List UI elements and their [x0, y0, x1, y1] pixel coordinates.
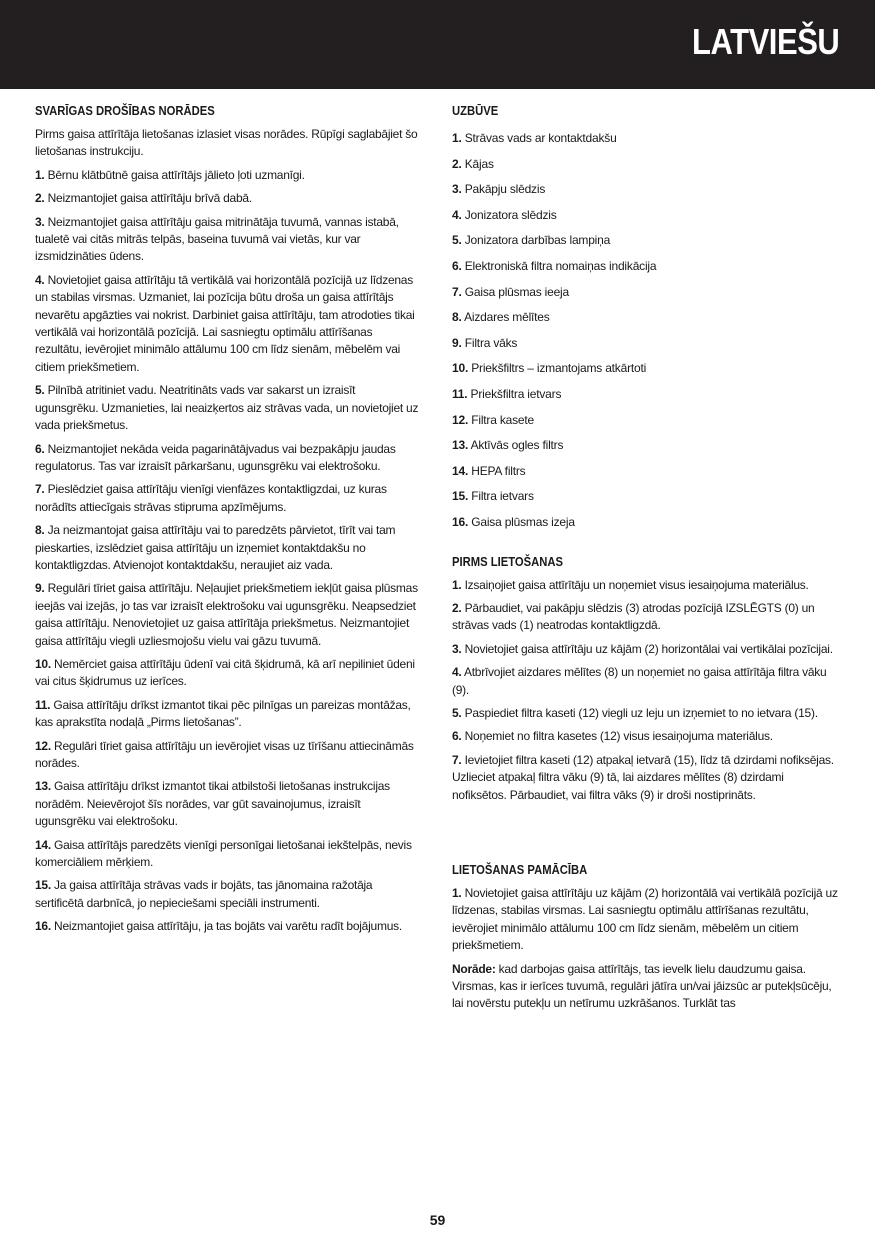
item-number: 5. — [452, 705, 462, 720]
before-use-item — [452, 577, 840, 594]
item-number: 3. — [452, 182, 462, 197]
item-number: 16. — [452, 514, 469, 529]
before-use-item — [452, 728, 840, 745]
item-number: 7. — [452, 284, 462, 299]
structure-item — [452, 408, 840, 434]
item-text: Neizmantojiet gaisa attīrītāju brīvā dabā. — [44, 191, 252, 206]
usage-note — [452, 961, 840, 1013]
item-text: Gaisa attīrītāju drīkst izmantot tikai pēc pilnīgas un pareizas montāžas, kas aprakstīta nodaļā „Pirms lietošanas”. — [35, 697, 411, 730]
item-number: 2. — [452, 600, 462, 615]
item-number: 10. — [452, 361, 469, 376]
item-text: Paspiediet filtra kaseti (12) viegli uz leju un izņemiet to no ietvara (15). — [461, 705, 818, 720]
page-header — [0, 0, 875, 89]
item-text: Neizmantojiet gaisa attīrītāju gaisa mitrinātāja tuvumā, vannas istabā, tualetē vai citās mitrās telpās, baseina tuvumā vai vietās, kur var izsmidzināties ūdens. — [35, 214, 399, 264]
structure-item — [452, 228, 840, 254]
safety-item — [35, 190, 419, 207]
safety-item — [35, 877, 419, 912]
item-text: Nemērciet gaisa attīrītāju ūdenī vai citā šķidrumā, kā arī nepiliniet ūdeni vai citus šķidrumus uz ierīces. — [35, 656, 415, 689]
item-number: 9. — [35, 581, 45, 596]
item-number: 5. — [35, 383, 45, 398]
structure-item — [452, 126, 840, 152]
item-text: Regulāri tīriet gaisa attīrītāju un ievērojiet visas uz tīrīšanu attiecināmās norādes. — [35, 738, 414, 770]
item-number: 15. — [35, 878, 51, 893]
item-text: Filtra kasete — [468, 412, 534, 427]
safety-list — [35, 167, 419, 936]
note-text: kad darbojas gaisa attīrītājs, tas ievelk lielu daudzumu gaisa. Virsmas, kas ir ierīces tuvumā, regulāri jātīra un/vai jāizsūc ar putekļsūcēju, lai novērstu putekļu un netīrumu uzkrāšanos. Turklāt tas — [452, 961, 832, 1011]
item-number: 16. — [35, 919, 51, 934]
item-number: 9. — [452, 335, 462, 350]
safety-section-title: SVARĪGAS DROŠĪBAS NORĀDES — [35, 104, 215, 118]
item-text: Gaisa plūsmas izeja — [468, 514, 575, 529]
safety-item — [35, 441, 419, 476]
section-spacer — [452, 810, 840, 862]
structure-list — [452, 126, 840, 536]
safety-item — [35, 382, 419, 434]
item-number: 1. — [452, 885, 462, 900]
item-number: 14. — [452, 463, 469, 478]
item-text: Gaisa attīrītāju drīkst izmantot tikai atbilstoši lietošanas instrukcijas norādēm. Neievērojot šīs norādes, var gūt savainojumus, izraisīt ugunsgrēku vai elektrošoku. — [35, 779, 390, 829]
item-text: Izsaiņojiet gaisa attīrītāju un noņemiet visus iesaiņojuma materiālus. — [461, 577, 809, 592]
note-label: Norāde: — [452, 961, 496, 976]
safety-item — [35, 697, 419, 732]
item-number: 13. — [35, 779, 51, 794]
item-number: 4. — [35, 272, 45, 287]
item-number: 10. — [35, 656, 51, 671]
before-use-item — [452, 664, 840, 699]
before-use-section-title: PIRMS LIETOŠANAS — [452, 554, 564, 569]
item-number: 6. — [452, 729, 462, 744]
structure-item — [452, 433, 840, 459]
safety-intro: Pirms gaisa attīrītāja lietošanas izlasiet visas norādes. Rūpīgi saglabājiet šo lietošanas instrukciju. — [35, 127, 418, 159]
section-spacer — [452, 536, 840, 554]
safety-item — [35, 481, 419, 516]
item-text: Regulāri tīriet gaisa attīrītāju. Neļaujiet priekšmetiem iekļūt gaisa plūsmas ieejās vai izejās, jo tas var izraisīt elektrošoku vai ugunsgrēku. Neapsedziet gaisa attīrītāju. Nenovietojiet uz gaisa attīrītāja priekšmetus. Neizmantojiet gaisa attīrītāju viegli uzliesmojošu vielu vai gāzu tuvumā. — [35, 581, 418, 648]
item-number: 6. — [35, 441, 45, 456]
item-number: 8. — [35, 523, 45, 538]
item-number: 2. — [452, 156, 462, 171]
item-number: 8. — [452, 310, 462, 325]
item-text: Ja neizmantojat gaisa attīrītāju vai to paredzēts pārvietot, tīrīt vai tam pieskarties, izslēdziet gaisa attīrītāju un izņemiet kontaktdakšu no kontaktligzdas. Atvienojot kontaktdakšu, neraujiet aiz vada. — [35, 523, 396, 572]
item-text: Priekšfiltrs – izmantojams atkārtoti — [468, 361, 647, 376]
item-text: Ja gaisa attīrītāja strāvas vads ir bojāts, tas jānomaina ražotāja sertificētā darbnīcā, jo nepieciešami speciāli instrumenti. — [35, 878, 373, 910]
item-number: 5. — [452, 233, 462, 248]
item-number: 12. — [35, 738, 51, 753]
before-use-item — [452, 752, 840, 804]
structure-item — [452, 459, 840, 485]
structure-item — [452, 254, 840, 280]
item-text: Noņemiet no filtra kasetes (12) visus iesaiņojuma materiālus. — [461, 729, 773, 744]
item-text: Jonizatora slēdzis — [461, 207, 557, 222]
structure-section-title: UZBŪVE — [452, 104, 499, 118]
item-number: 11. — [452, 386, 468, 401]
item-text: Strāvas vads ar kontaktdakšu — [461, 131, 617, 145]
item-number: 1. — [452, 577, 462, 592]
item-number: 11. — [35, 697, 51, 712]
structure-item — [452, 356, 840, 382]
before-use-item — [452, 641, 840, 658]
safety-item — [35, 738, 419, 773]
item-text: Ievietojiet filtra kaseti (12) atpakaļ ietvarā (15), līdz tā dzirdami nofiksējas. Uzlieciet atpakaļ filtra vāku (9) tā, lai aizdares mēlītes (8) dzirdami nofiksētos. Pārbaudiet, vai filtra vāks (9) ir droši nostiprināts. — [452, 752, 834, 802]
safety-item — [35, 778, 419, 830]
item-number: 6. — [452, 258, 462, 273]
item-number: 4. — [452, 665, 462, 680]
item-text: Atbrīvojiet aizdares mēlītes (8) un noņemiet no gaisa attīrītāja filtra vāku (9). — [452, 665, 827, 697]
item-number: 2. — [35, 191, 45, 206]
item-text: Bērnu klātbūtnē gaisa attīrītājs jālieto ļoti uzmanīgi. — [44, 167, 305, 182]
item-number: 1. — [35, 167, 45, 182]
structure-item — [452, 280, 840, 306]
language-title: LATVIEŠU — [691, 21, 839, 62]
item-number: 3. — [35, 214, 45, 229]
safety-item — [35, 580, 419, 650]
item-text: Neizmantojiet gaisa attīrītāju, ja tas bojāts vai varētu radīt bojājumus. — [50, 919, 402, 934]
structure-item — [452, 510, 840, 536]
item-text: Novietojiet gaisa attīrītāju uz kājām (2) horizontālā vai vertikālā pozīcijā uz līdzenas, stabilas virsmas. Lai sasniegtu optimālu attīrīšanas rezultātu, ievērojiet minimālo attālumu 100 cm līdz sienām, mēbelēm un citiem priekšmetiem. — [452, 885, 838, 953]
structure-item — [452, 152, 840, 178]
structure-item — [452, 305, 840, 331]
structure-item — [452, 177, 840, 203]
item-text: Pārbaudiet, vai pakāpju slēdzis (3) atrodas pozīcijā IZSLĒGTS (0) un strāvas vads (1) neatrodas kontaktligzdā. — [452, 600, 815, 633]
right-column — [452, 103, 840, 1019]
safety-item — [35, 837, 419, 872]
safety-item — [35, 272, 419, 376]
item-number: 13. — [452, 438, 469, 453]
usage-section-title: LIETOŠANAS PAMĀCĪBA — [452, 862, 588, 877]
item-text: Filtra ietvars — [468, 489, 534, 504]
before-use-item — [452, 705, 840, 722]
item-text: Novietojiet gaisa attīrītāju tā vertikālā vai horizontālā pozīcijā uz līdzenas un stabilas virsmas. Uzmaniet, lai pozīcija būtu droša un gaisa attīrītājs nevarētu apgāzties vai nokrist. Darbiniet gaisa attīrītāju, tam atrodoties tikai vertikālā vai horizontālā pozīcijā. Lai sasniegtu optimālu attīrīšanas rezultātu, ievērojiet minimālo attālumu 100 cm līdz sienām, mēbelēm vai citiem priekšmetiem. — [35, 272, 415, 374]
item-text: Filtra vāks — [461, 335, 518, 350]
item-text: Jonizatora darbības lampiņa — [461, 233, 611, 248]
item-text: Neizmantojiet nekāda veida pagarinātājvadus vai bezpakāpju jaudas regulatorus. Tas var izraisīt pārkaršanu, ugunsgrēku vai elektrošoku. — [35, 441, 396, 473]
page-number: 59 — [429, 1212, 446, 1228]
before-use-item — [452, 600, 840, 635]
usage-item — [452, 885, 840, 955]
structure-item — [452, 484, 840, 510]
item-text: Pieslēdziet gaisa attīrītāju vienīgi vienfāzes kontaktligzdai, uz kuras norādīts attiecīgais strāvas stipruma apzīmējums. — [35, 482, 387, 514]
item-text: Elektroniskā filtra nomaiņas indikācija — [461, 258, 657, 273]
item-number: 14. — [35, 837, 51, 852]
item-number: 3. — [452, 641, 462, 656]
safety-item — [35, 918, 419, 935]
structure-item — [452, 331, 840, 357]
item-text: Gaisa attīrītājs paredzēts vienīgi personīgai lietošanai iekštelpās, nevis komerciāliem mērķiem. — [35, 837, 412, 870]
left-column — [35, 103, 419, 942]
item-text: HEPA filtrs — [468, 463, 526, 478]
item-text: Pilnībā atritiniet vadu. Neatritināts vads var sakarst un izraisīt ugunsgrēku. Uzmanieties, lai neaizķertos aiz strāvas vada, un novietojiet uz vada priekšmetus. — [35, 383, 419, 433]
before-use-list — [452, 577, 840, 804]
item-text: Aizdares mēlītes — [461, 310, 550, 325]
item-text: Kājas — [461, 156, 494, 171]
item-text: Pakāpju slēdzis — [461, 182, 546, 197]
safety-item — [35, 167, 419, 184]
item-text: Novietojiet gaisa attīrītāju uz kājām (2) horizontālai vai vertikālai pozīcijai. — [461, 641, 833, 656]
item-number: 12. — [452, 412, 469, 427]
item-text: Priekšfiltra ietvars — [467, 386, 562, 401]
item-number: 7. — [35, 482, 45, 497]
item-number: 1. — [452, 131, 462, 145]
item-number: 7. — [452, 752, 462, 767]
structure-item — [452, 382, 840, 408]
usage-list — [452, 885, 840, 1013]
safety-item — [35, 656, 419, 691]
item-number: 15. — [452, 489, 469, 504]
safety-item — [35, 522, 419, 574]
item-number: 4. — [452, 207, 462, 222]
safety-item — [35, 214, 419, 266]
structure-item — [452, 203, 840, 229]
item-text: Gaisa plūsmas ieeja — [461, 284, 569, 299]
item-text: Aktīvās ogles filtrs — [468, 438, 564, 453]
